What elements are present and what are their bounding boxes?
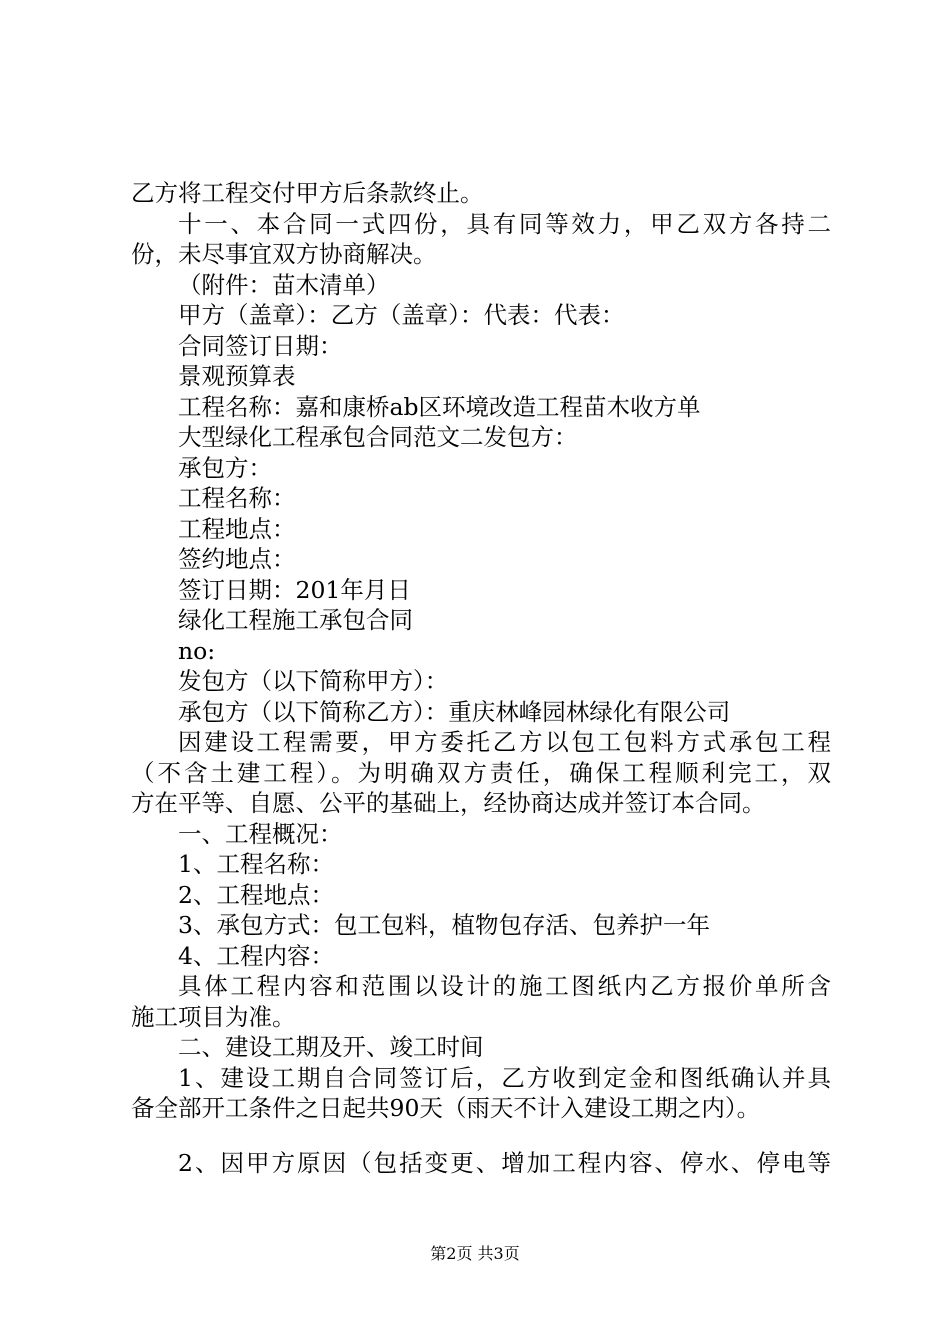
text-line: 工程名称： [178, 484, 296, 512]
text-line: 乙方将工程交付甲方后条款终止。 [131, 179, 484, 207]
text-line: 工程名称：嘉和康桥ab区环境改造工程苗木收方单 [178, 392, 701, 421]
text-line: 3、承包方式：包工包料，植物包存活、包养护一年 [178, 911, 710, 939]
text-line: 二、建设工期及开、竣工时间 [178, 1033, 484, 1061]
text-line: （附件：苗木清单） [178, 270, 390, 299]
text-line: 因建设工程需要，甲方委托乙方以包工包料方式承包工程 [178, 728, 831, 756]
text-line: 份，未尽事宜双方协商解决。 [131, 240, 437, 268]
text-line: 4、工程内容： [178, 941, 334, 970]
text-line: 施工项目为准。 [131, 1002, 296, 1031]
text-line: 一、工程概况： [178, 819, 343, 848]
text-line: 方在平等、自愿、公平的基础上，经协商达成并签订本合同。 [131, 789, 766, 817]
text-line: 景观预算表 [178, 362, 296, 390]
text-line: 承包方： [178, 453, 272, 482]
text-line: 甲方（盖章）：乙方（盖章）：代表：代表： [178, 301, 625, 329]
page-number: 第2页 共3页 [430, 1244, 520, 1263]
text-line: 十一、本合同一式四份，具有同等效力，甲乙双方各持二 [178, 209, 831, 238]
text-line: 签约地点： [178, 545, 296, 573]
text-line: 发包方（以下简称甲方）： [178, 667, 449, 695]
text-line: 1、建设工期自合同签订后，乙方收到定金和图纸确认并具 [178, 1063, 831, 1092]
text-line: （不含土建工程）。为明确双方责任，确保工程顺利完工，双 [131, 758, 831, 787]
text-line: 1、工程名称： [178, 850, 334, 878]
paragraph-gap [131, 1124, 831, 1148]
text-line: 承包方（以下简称乙方）：重庆林峰园林绿化有限公司 [178, 697, 731, 726]
text-line: no: [178, 636, 216, 665]
text-line: 签订日期：201年月日 [178, 575, 411, 604]
text-line: 2、工程地点： [178, 880, 334, 909]
text-line: 具体工程内容和范围以设计的施工图纸内乙方报价单所含 [178, 972, 831, 1000]
text-line: 工程地点： [178, 514, 296, 543]
text-line: 备全部开工条件之日起共90天（雨天不计入建设工期之内）。 [131, 1094, 761, 1122]
text-line: 合同签订日期： [178, 331, 343, 360]
document-body [131, 178, 831, 1178]
text-line: 绿化工程施工承包合同 [178, 606, 413, 634]
text-line: 大型绿化工程承包合同范文二发包方： [178, 423, 578, 451]
text-line: 2、因甲方原因（包括变更、增加工程内容、停水、停电等 [178, 1148, 831, 1177]
